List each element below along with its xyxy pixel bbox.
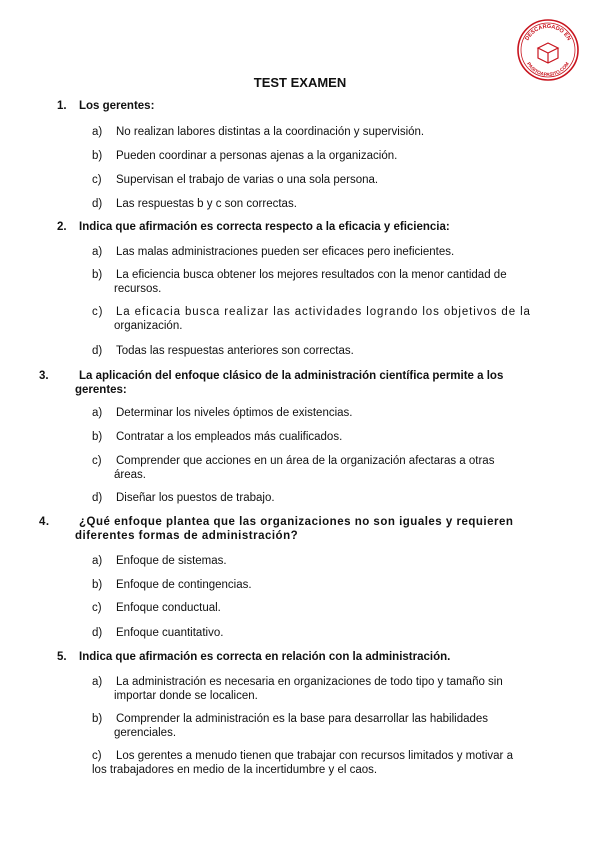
option-4c <box>92 601 544 615</box>
question-number: 5. <box>57 651 67 663</box>
option-text: Contratar a los empleados más cualificados. <box>116 431 343 443</box>
option-text: Diseñar los puestos de trabajo. <box>116 492 275 504</box>
option-text: La eficacia busca realizar las actividades logrando los objetivos de la <box>116 306 531 318</box>
option-5c <box>92 749 544 777</box>
question-text: ¿Qué enfoque plantea que las organizaciones no son iguales y requieren diferentes formas de administración? <box>75 516 514 542</box>
option-text: La eficiencia busca obtener los mejores resultados con la menor cantidad de <box>116 269 507 281</box>
option-text: No realizan labores distintas a la coordinación y supervisión. <box>116 126 425 138</box>
stamp-bottom-text: PASITOAPASITO.COM <box>525 61 571 79</box>
option-label: a) <box>92 246 103 258</box>
option-text: Las respuestas b y c son correctas. <box>116 198 297 210</box>
option-1d <box>92 197 544 211</box>
option-text: Comprender que acciones en un área de la organización afectaras a otras <box>116 455 495 467</box>
question-2 <box>57 220 547 234</box>
option-3c <box>92 454 544 482</box>
option-text-continued: gerenciales. <box>114 727 177 739</box>
option-text: Enfoque conductual. <box>116 602 221 614</box>
question-number: 2. <box>57 221 67 233</box>
option-label: a) <box>92 555 103 567</box>
option-3d <box>92 491 544 505</box>
option-2a <box>92 245 544 259</box>
option-label: d) <box>92 198 103 210</box>
option-3a <box>92 406 544 420</box>
option-1a <box>92 125 544 139</box>
option-5a <box>92 675 544 703</box>
option-4d <box>92 626 544 640</box>
option-label: d) <box>92 492 103 504</box>
option-label: a) <box>92 126 103 138</box>
option-text-continued: organización. <box>114 320 183 332</box>
option-3b <box>92 430 544 444</box>
question-3 <box>39 369 547 397</box>
question-text: Indica que afirmación es correcta en relación con la administración. <box>79 651 451 663</box>
option-text: Comprender la administración es la base para desarrollar las habilidades <box>116 713 489 725</box>
question-number: 3. <box>39 370 49 382</box>
question-text: Los gerentes: <box>79 100 155 112</box>
option-label: d) <box>92 627 103 639</box>
page-title: TEST EXAMEN <box>253 75 347 90</box>
option-text: Todas las respuestas anteriores son correctas. <box>116 345 354 357</box>
question-number: 4. <box>39 516 50 528</box>
option-label: a) <box>92 407 103 419</box>
option-label: b) <box>92 579 103 591</box>
option-text: Supervisan el trabajo de varias o una sola persona. <box>116 174 379 186</box>
option-label: b) <box>92 150 103 162</box>
option-2b <box>92 268 544 296</box>
option-text: Los gerentes a menudo tienen que trabajar con recursos limitados y motivar a <box>116 750 513 762</box>
option-label: c) <box>92 455 102 467</box>
option-text-continued: áreas. <box>114 469 146 481</box>
question-4 <box>39 515 547 543</box>
svg-text:DESCARGADO EN <box>524 24 571 42</box>
option-4b <box>92 578 544 592</box>
question-1 <box>57 99 547 113</box>
option-label: b) <box>92 269 103 281</box>
option-label: d) <box>92 345 103 357</box>
option-label: b) <box>92 431 103 443</box>
option-label: c) <box>92 602 102 614</box>
question-number: 1. <box>57 100 67 112</box>
option-text: Enfoque de contingencias. <box>116 579 252 591</box>
question-5 <box>57 650 547 664</box>
option-text: La administración es necesaria en organizaciones de todo tipo y tamaño sin <box>116 676 503 688</box>
option-text: Enfoque de sistemas. <box>116 555 227 567</box>
question-text: Indica que afirmación es correcta respecto a la eficacia y eficiencia: <box>79 221 450 233</box>
option-label: c) <box>92 174 102 186</box>
option-1b <box>92 149 544 163</box>
option-text: Pueden coordinar a personas ajenas a la organización. <box>116 150 398 162</box>
option-text: Enfoque cuantitativo. <box>116 627 224 639</box>
option-text-continued: recursos. <box>114 283 162 295</box>
option-2c <box>92 305 544 333</box>
option-text: Determinar los niveles óptimos de existencias. <box>116 407 353 419</box>
option-2d <box>92 344 544 358</box>
option-4a <box>92 554 544 568</box>
option-text-continued: importar donde se localicen. <box>114 690 258 702</box>
option-5b <box>92 712 544 740</box>
option-label: a) <box>92 676 103 688</box>
stamp-top-text: DESCARGADO EN <box>524 23 572 42</box>
option-label: c) <box>92 306 104 318</box>
option-text-continued: los trabajadores en medio de la incertidumbre y el caos. <box>92 764 378 776</box>
option-text: Las malas administraciones pueden ser eficaces pero ineficientes. <box>116 246 455 258</box>
option-1c <box>92 173 544 187</box>
stamp-box-icon <box>538 43 558 63</box>
option-label: c) <box>92 750 102 762</box>
download-stamp-logo <box>516 18 580 82</box>
option-label: b) <box>92 713 103 725</box>
question-text: La aplicación del enfoque clásico de la administración científica permite a los gerentes: <box>75 370 504 396</box>
